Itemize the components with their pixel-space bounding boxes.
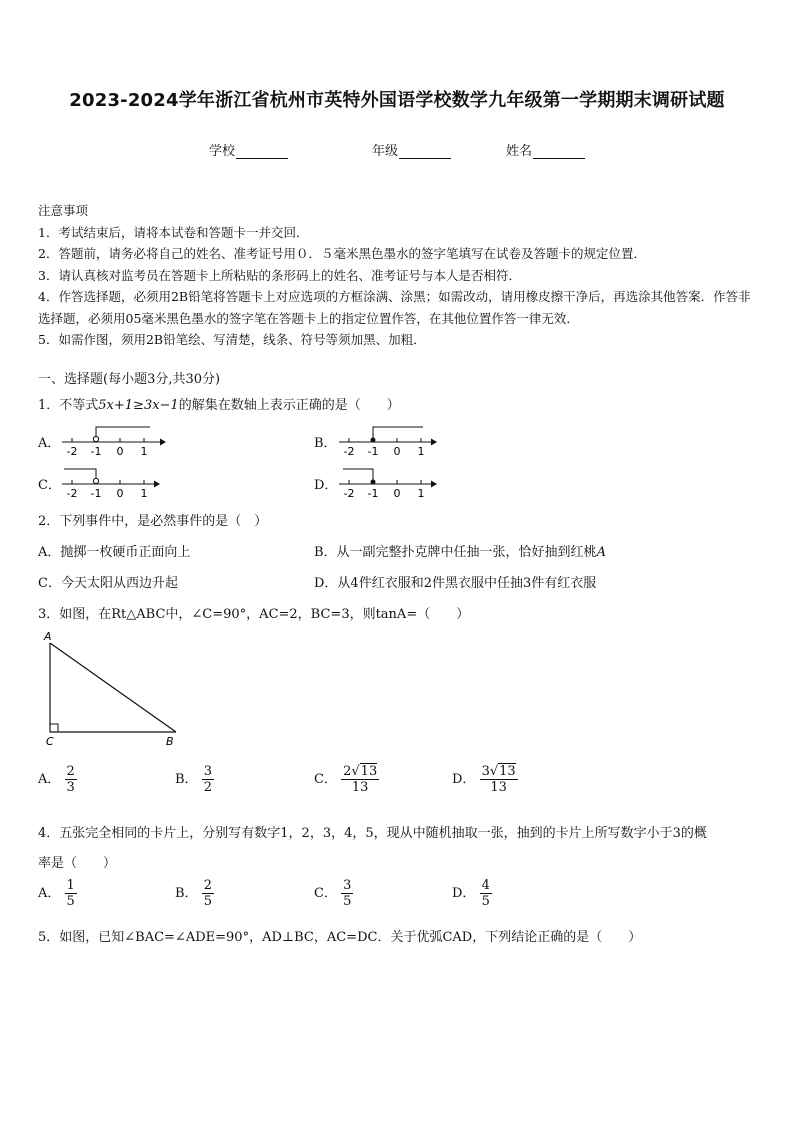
q3-option-d — [452, 764, 518, 795]
radicand: 13 — [360, 764, 378, 779]
tick-label: -1 — [367, 487, 379, 500]
tick-label: -1 — [90, 487, 102, 500]
tick-label: -2 — [343, 487, 355, 500]
notice-item: 5．如需作图，须用2B铅笔绘、写清楚，线条、符号等须加黑、加粗． — [38, 332, 426, 347]
fraction-numerator — [480, 764, 518, 780]
question-3-stem: 3．如图，在Rt△ABC中，∠C=90°，AC=2，BC=3，则tanA=（ ） — [38, 607, 470, 622]
school-blank — [236, 146, 288, 159]
tick-label: 1 — [140, 487, 148, 500]
q1-option-c-label: C． — [38, 478, 61, 493]
q1-option-b-label: B． — [314, 436, 337, 451]
q2-option-b — [314, 541, 606, 560]
question-1-stem — [38, 394, 400, 413]
fraction — [341, 878, 353, 909]
fraction-denominator: 3 — [66, 780, 75, 795]
q1-option-d-label: D． — [314, 478, 338, 493]
coefficient: 2 — [343, 764, 352, 779]
q3-option-c — [314, 764, 379, 795]
fraction-denominator: 13 — [490, 780, 507, 795]
notice-item: 1．考试结束后，请将本试卷和答题卡一并交回． — [38, 224, 309, 240]
option-label: C． — [314, 886, 337, 901]
q4-option-d — [452, 878, 492, 909]
fraction — [202, 878, 214, 909]
vertex-label-c: C — [46, 735, 54, 748]
radicand: 13 — [499, 764, 516, 779]
number-line-b — [337, 422, 447, 458]
fraction-numerator: 2 — [66, 764, 75, 779]
tick-label: -1 — [367, 445, 379, 458]
fraction-numerator: 4 — [481, 878, 490, 893]
name-field — [506, 140, 585, 159]
notice-item: 2．答题前，请务必将自己的姓名、准考证号用０．５毫米黑色墨水的签字笔填写在试卷及答题卡的规定位置． — [38, 246, 646, 261]
fraction — [202, 764, 214, 795]
notice-heading: 注意事项 — [38, 203, 89, 218]
triangle-figure — [38, 628, 188, 750]
tick-label: -2 — [66, 445, 78, 458]
q4-option-a — [38, 878, 77, 909]
fraction — [480, 878, 492, 909]
question-2-stem: 2．下列事件中，是必然事件的是（ ） — [38, 514, 268, 529]
number-line-c — [60, 464, 170, 500]
vertex-label-a: A — [44, 630, 52, 643]
option-label: B． — [175, 886, 198, 901]
tick-label: -2 — [343, 445, 355, 458]
option-label: B． — [175, 772, 198, 787]
tick-label: 1 — [417, 445, 425, 458]
question-5-stem: 5．如图，已知∠BAC=∠ADE=90°，AD⊥BC，AC=DC．关于优弧CAD，下列结论正确的是（ ） — [38, 930, 642, 945]
radical-sign: √ — [351, 764, 360, 779]
fraction-numerator: 2 — [203, 878, 212, 893]
fraction-denominator: 5 — [203, 894, 212, 909]
q2-option-a: A．抛掷一枚硬币正面向上 — [38, 545, 191, 560]
q4-option-c — [314, 878, 353, 909]
tick-label: -2 — [66, 487, 78, 500]
name-label: 姓名 — [506, 144, 533, 159]
grade-blank — [399, 146, 451, 159]
section-heading: 一、选择题(每小题3分,共30分) — [38, 372, 221, 387]
q2-option-b-text: B．从一副完整扑克牌中任抽一张，恰好抽到红桃 — [314, 545, 597, 560]
fraction-numerator — [341, 764, 379, 780]
option-label: A． — [38, 772, 61, 787]
tick-label: -1 — [90, 445, 102, 458]
school-field — [209, 140, 288, 159]
notice-block — [38, 200, 758, 351]
coefficient: 3 — [481, 764, 490, 779]
q4-option-b — [175, 878, 214, 909]
fraction-numerator: 1 — [66, 878, 75, 893]
q3-option-b — [175, 764, 214, 795]
radical-sign: √ — [489, 764, 499, 779]
tick-label: 1 — [417, 487, 425, 500]
fraction-numerator: 3 — [343, 878, 352, 893]
number-line-d — [337, 464, 447, 500]
name-blank — [533, 146, 585, 159]
tick-label: 0 — [393, 487, 401, 500]
fraction — [480, 764, 518, 795]
fraction-denominator: 2 — [203, 780, 212, 795]
tick-label: 1 — [140, 445, 148, 458]
option-label: D． — [452, 772, 476, 787]
school-label: 学校 — [209, 144, 236, 159]
grade-label: 年级 — [372, 144, 399, 159]
fraction — [65, 764, 77, 795]
fraction-denominator: 5 — [343, 894, 352, 909]
q1-prefix: 1．不等式 — [38, 398, 99, 413]
fraction-numerator: 3 — [203, 764, 212, 779]
question-4-stem-cont: 率是（ ） — [38, 856, 117, 871]
tick-label: 0 — [116, 445, 124, 458]
grade-field — [372, 140, 451, 159]
vertex-label-b: B — [166, 735, 174, 748]
fraction-denominator: 5 — [66, 894, 75, 909]
tick-label: 0 — [393, 445, 401, 458]
option-label: A． — [38, 886, 61, 901]
q2-option-c: C．今天太阳从西边升起 — [38, 576, 178, 591]
notice-item: 4．作答选择题，必须用2B铅笔将答题卡上对应选项的方框涂满、涂黑；如需改动，请用橡皮擦干净后，再选涂其他答案．作答非选择题，必须用05毫米黑色墨水的签字笔在答题卡上的指定位置作答，在其他位置作答一律无效． — [38, 289, 751, 326]
q1-inequality: 5x+1≥3x−1 — [98, 398, 179, 413]
page-title: 2023-2024学年浙江省杭州市英特外国语学校数学九年级第一学期期末调研试题 — [69, 90, 725, 111]
question-4-stem: 4．五张完全相同的卡片上，分别写有数字1，2，3，4，5，现从中随机抽取一张，抽到的卡片上所写数字小于3的概 — [38, 826, 707, 841]
q3-option-a — [38, 764, 77, 795]
notice-item: 3．请认真核对监考员在答题卡上所粘贴的条形码上的姓名、准考证号与本人是否相符． — [38, 267, 521, 283]
q1-option-a-label: A． — [38, 436, 61, 451]
fraction — [341, 764, 379, 795]
fraction — [65, 878, 77, 909]
option-label: D． — [452, 886, 476, 901]
fraction-denominator: 13 — [351, 780, 369, 795]
q2-option-d: D．从4件红衣服和2件黑衣服中任抽3件有红衣服 — [314, 576, 597, 591]
q1-suffix: 的解集在数轴上表示正确的是（ ） — [178, 398, 400, 413]
tick-label: 0 — [116, 487, 124, 500]
fraction-denominator: 5 — [481, 894, 490, 909]
option-label: C． — [314, 772, 337, 787]
number-line-a — [60, 422, 170, 458]
q2-option-b-var: A — [596, 545, 606, 560]
